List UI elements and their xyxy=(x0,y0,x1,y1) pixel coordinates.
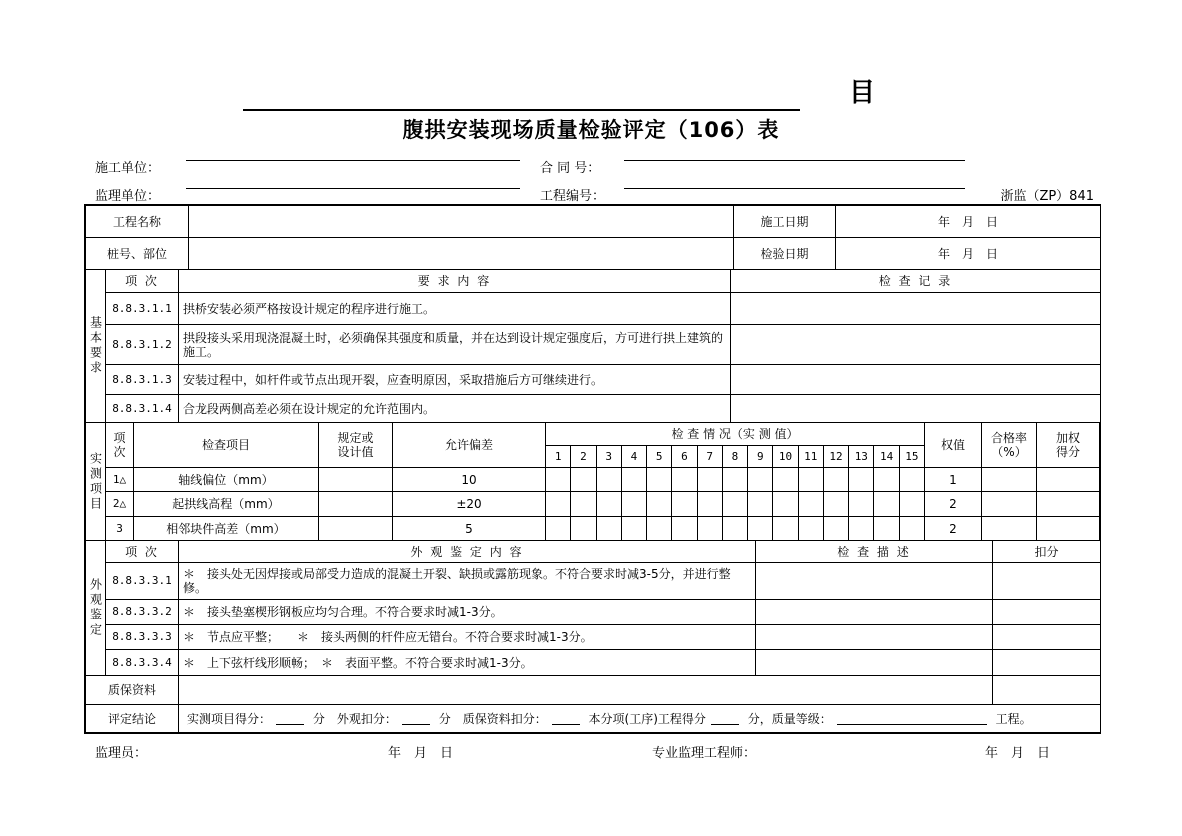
basic-item-no: 8.8.3.1.2 xyxy=(106,325,179,365)
conclusion-seg1: 实测项目得分： xyxy=(187,711,272,726)
measure-value-cell[interactable] xyxy=(722,517,747,541)
basic-item-content: 拱桥安装必须严格按设计规定的程序进行施工。 xyxy=(179,293,731,325)
appearance-row-content: ＊ 接头垫塞楔形钢板应均匀合理。不符合要求时减1-3分。 xyxy=(179,600,756,625)
measure-value-cell[interactable] xyxy=(823,468,848,492)
score-blank[interactable] xyxy=(711,713,739,725)
measured-row-no: 1△ xyxy=(106,468,134,492)
measure-value-cell[interactable] xyxy=(899,492,924,517)
measure-col-header: 5 xyxy=(647,446,672,468)
chief-engineer-label: 专业监理工程师： xyxy=(652,746,757,761)
score-blank[interactable] xyxy=(552,713,580,725)
conclusion-seg3: 分 质保资料扣分： xyxy=(438,711,547,726)
appearance-desc-cell[interactable] xyxy=(756,625,993,650)
measure-value-cell[interactable] xyxy=(596,492,621,517)
measured-tolerance-value: 5 xyxy=(393,517,546,541)
measure-value-cell[interactable] xyxy=(874,468,899,492)
measure-value-cell[interactable] xyxy=(874,492,899,517)
conclusion-label: 评定结论 xyxy=(86,705,179,733)
basic-record-cell[interactable] xyxy=(731,293,1101,325)
title-fill-line xyxy=(243,109,800,111)
measure-value-cell[interactable] xyxy=(672,492,697,517)
measure-value-cell[interactable] xyxy=(773,492,798,517)
measure-col-header: 9 xyxy=(748,446,773,468)
measure-value-cell[interactable] xyxy=(798,492,823,517)
measure-col-header: 7 xyxy=(697,446,722,468)
table-row xyxy=(86,563,1101,600)
station-label: 桩号、部位 xyxy=(86,238,189,270)
measure-value-cell[interactable] xyxy=(697,517,722,541)
appearance-deduct-cell[interactable] xyxy=(993,563,1101,600)
table-row xyxy=(86,517,1100,541)
measured-weight-header: 权值 xyxy=(925,423,982,468)
measure-value-cell[interactable] xyxy=(571,517,596,541)
table-row xyxy=(86,650,1101,676)
constructor-input-line[interactable] xyxy=(186,145,520,161)
measure-value-cell[interactable] xyxy=(849,468,874,492)
measure-value-cell[interactable] xyxy=(621,492,646,517)
project-no-input-line[interactable] xyxy=(624,173,965,189)
basic-record-cell[interactable] xyxy=(731,395,1101,423)
inspection-date-value[interactable]: 年 月 日 xyxy=(836,238,1101,270)
measure-col-header: 13 xyxy=(849,446,874,468)
measured-spec-header: 规定或设计值 xyxy=(319,423,393,468)
measured-row-item: 轴线偏位（mm） xyxy=(134,468,319,492)
conclusion-seg2: 分 外观扣分： xyxy=(312,711,397,726)
measured-row-no: 2△ xyxy=(106,492,134,517)
main-form-table xyxy=(84,204,1101,734)
score-blank[interactable] xyxy=(276,713,304,725)
measured-tolerance-header: 允许偏差 xyxy=(393,423,546,468)
measure-value-cell[interactable] xyxy=(798,517,823,541)
measured-pass-rate-header: 合格率（%） xyxy=(982,423,1037,468)
measure-value-cell[interactable] xyxy=(546,468,571,492)
inspection-date-label: 检验日期 xyxy=(734,238,836,270)
appearance-deduct-cell[interactable] xyxy=(993,600,1101,625)
supervisor-unit-input-line[interactable] xyxy=(186,173,520,189)
measure-value-cell[interactable] xyxy=(748,492,773,517)
construction-date-label: 施工日期 xyxy=(734,206,836,238)
supervisor-unit-label: 监理单位： xyxy=(95,189,161,204)
table-row xyxy=(86,325,1101,365)
basic-item-content: 合龙段两侧高差必须在设计规定的允许范围内。 xyxy=(179,395,731,423)
measure-col-header: 8 xyxy=(722,446,747,468)
appearance-item-header: 项 次 xyxy=(106,541,179,563)
measure-col-header: 4 xyxy=(621,446,646,468)
basic-item-no: 8.8.3.1.3 xyxy=(106,365,179,395)
qa-label: 质保资料 xyxy=(86,676,179,705)
conclusion-seg5: 分，质量等级： xyxy=(747,711,832,726)
page-title: 腹拱安装现场质量检验评定（106）表 xyxy=(402,118,780,142)
basic-section-label: 基本要求 xyxy=(86,270,106,423)
basic-item-content: 安装过程中，如杆件或节点出现开裂，应查明原因，采取措施后方可继续进行。 xyxy=(179,365,731,395)
appearance-content-header: 外 观 鉴 定 内 容 xyxy=(179,541,756,563)
constructor-label: 施工单位： xyxy=(95,161,161,176)
measure-value-cell[interactable] xyxy=(849,492,874,517)
measure-col-header: 11 xyxy=(798,446,823,468)
grade-blank[interactable] xyxy=(837,713,987,725)
measure-col-header: 10 xyxy=(773,446,798,468)
project-name-label: 工程名称 xyxy=(86,206,189,238)
measure-value-cell[interactable] xyxy=(672,468,697,492)
basic-item-content: 拱段接头采用现浇混凝土时，必须确保其强度和质量，并在达到设计规定强度后，方可进行拱上建筑的施工。 xyxy=(179,325,731,365)
basic-requirements-table xyxy=(85,269,1101,423)
measure-value-cell[interactable] xyxy=(546,492,571,517)
measured-tolerance-value: 10 xyxy=(393,468,546,492)
measure-value-cell[interactable] xyxy=(748,517,773,541)
conclusion-seg4: 本分项(工序)工程得分 xyxy=(588,711,706,726)
summary-table xyxy=(85,675,1101,733)
station-value-cell[interactable] xyxy=(189,238,734,270)
appearance-deduct-header: 扣分 xyxy=(993,541,1101,563)
appearance-deduct-cell[interactable] xyxy=(993,625,1101,650)
basic-item-no: 8.8.3.1.4 xyxy=(106,395,179,423)
measure-col-header: 3 xyxy=(596,446,621,468)
measure-value-cell[interactable] xyxy=(571,468,596,492)
appearance-row-no: 8.8.3.3.3 xyxy=(106,625,179,650)
measure-value-cell[interactable] xyxy=(899,517,924,541)
score-blank[interactable] xyxy=(402,713,430,725)
appearance-desc-cell[interactable] xyxy=(756,600,993,625)
measured-score-cell[interactable] xyxy=(1037,517,1100,541)
measured-section-label: 实测项目 xyxy=(86,423,106,541)
appearance-desc-header: 检 查 描 述 xyxy=(756,541,993,563)
page-corner-char: 目 xyxy=(849,78,876,108)
measure-value-cell[interactable] xyxy=(773,517,798,541)
measure-col-header: 14 xyxy=(874,446,899,468)
measured-row-item: 起拱线高程（mm） xyxy=(134,492,319,517)
qa-deduct-cell[interactable] xyxy=(993,676,1101,705)
site-supervisor-label: 监理员： xyxy=(95,746,148,761)
table-row xyxy=(86,492,1100,517)
measure-value-cell[interactable] xyxy=(596,517,621,541)
measure-value-cell[interactable] xyxy=(722,468,747,492)
basic-record-header: 检 查 记 录 xyxy=(731,270,1101,293)
measured-pass-rate-cell[interactable] xyxy=(982,517,1037,541)
measure-value-cell[interactable] xyxy=(672,517,697,541)
appearance-deduct-cell[interactable] xyxy=(993,650,1101,676)
measure-value-cell[interactable] xyxy=(874,517,899,541)
measure-col-header: 2 xyxy=(571,446,596,468)
project-no-label: 工程编号： xyxy=(540,189,606,204)
measure-value-cell[interactable] xyxy=(621,517,646,541)
measured-situation-header: 检 查 情 况（实 测 值） xyxy=(546,423,925,446)
form-code: 浙监（ZP）841 xyxy=(1000,189,1094,204)
measured-weight-value: 1 xyxy=(925,468,982,492)
measured-spec-cell[interactable] xyxy=(319,517,393,541)
appearance-section-label: 外观鉴定 xyxy=(86,541,106,676)
measure-value-cell[interactable] xyxy=(697,468,722,492)
contract-no-label: 合 同 号： xyxy=(540,161,601,176)
measure-value-cell[interactable] xyxy=(596,468,621,492)
basic-content-header: 要 求 内 容 xyxy=(179,270,731,293)
table-row xyxy=(86,600,1101,625)
footer-date-right: 年 月 日 xyxy=(985,746,1051,761)
appearance-row-content: ＊ 上下弦杆线形顺畅； ＊ 表面平整。不符合要求时减1-3分。 xyxy=(179,650,756,676)
measured-weighted-header: 加权得分 xyxy=(1037,423,1100,468)
measured-items-table xyxy=(85,422,1100,541)
measure-value-cell[interactable] xyxy=(571,492,596,517)
measure-col-header: 6 xyxy=(672,446,697,468)
footer-date-left: 年 月 日 xyxy=(388,746,454,761)
measure-value-cell[interactable] xyxy=(697,492,722,517)
basic-record-cell[interactable] xyxy=(731,365,1101,395)
measure-value-cell[interactable] xyxy=(621,468,646,492)
measured-tolerance-value: ±20 xyxy=(393,492,546,517)
contract-no-input-line[interactable] xyxy=(624,145,965,161)
appearance-row-no: 8.8.3.3.2 xyxy=(106,600,179,625)
measure-value-cell[interactable] xyxy=(823,517,848,541)
appearance-row-content: ＊ 节点应平整； ＊ 接头两侧的杆件应无错台。不符合要求时减1-3分。 xyxy=(179,625,756,650)
measure-value-cell[interactable] xyxy=(647,468,672,492)
appearance-row-no: 8.8.3.3.1 xyxy=(106,563,179,600)
measure-value-cell[interactable] xyxy=(823,492,848,517)
measured-spec-cell[interactable] xyxy=(319,468,393,492)
measure-value-cell[interactable] xyxy=(773,468,798,492)
table-row xyxy=(86,625,1101,650)
measure-col-header: 1 xyxy=(546,446,571,468)
basic-record-cell[interactable] xyxy=(731,325,1101,365)
measure-value-cell[interactable] xyxy=(722,492,747,517)
appearance-desc-cell[interactable] xyxy=(756,650,993,676)
info-table xyxy=(85,205,1101,270)
table-row xyxy=(86,365,1101,395)
basic-item-header: 项 次 xyxy=(106,270,179,293)
measured-weight-value: 2 xyxy=(925,517,982,541)
table-row xyxy=(86,468,1100,492)
measure-value-cell[interactable] xyxy=(798,468,823,492)
conclusion-content xyxy=(179,705,1101,733)
measure-value-cell[interactable] xyxy=(748,468,773,492)
measured-spec-cell[interactable] xyxy=(319,492,393,517)
appearance-table xyxy=(85,540,1101,676)
measure-col-header: 15 xyxy=(899,446,924,468)
measured-pass-rate-cell[interactable] xyxy=(982,468,1037,492)
appearance-row-content: ＊ 接头处无因焊接或局部受力造成的混凝土开裂、缺损或露筋现象。不符合要求时减3-5分，并进行整修。 xyxy=(179,563,756,600)
project-name-value-cell[interactable] xyxy=(189,206,734,238)
measure-value-cell[interactable] xyxy=(647,517,672,541)
measure-value-cell[interactable] xyxy=(546,517,571,541)
measure-value-cell[interactable] xyxy=(849,517,874,541)
measured-weight-value: 2 xyxy=(925,492,982,517)
measure-value-cell[interactable] xyxy=(899,468,924,492)
measured-row-item: 相邻块件高差（mm） xyxy=(134,517,319,541)
table-row xyxy=(86,395,1101,423)
appearance-row-no: 8.8.3.3.4 xyxy=(106,650,179,676)
measured-item-header: 项次 xyxy=(106,423,134,468)
measured-score-cell[interactable] xyxy=(1037,468,1100,492)
measured-check-item-header: 检查项目 xyxy=(134,423,319,468)
measured-row-no: 3 xyxy=(106,517,134,541)
appearance-desc-cell[interactable] xyxy=(756,563,993,600)
table-row xyxy=(86,293,1101,325)
measured-score-cell[interactable] xyxy=(1037,492,1100,517)
measure-col-header: 12 xyxy=(823,446,848,468)
qa-content-cell[interactable] xyxy=(179,676,993,705)
construction-date-value[interactable]: 年 月 日 xyxy=(836,206,1101,238)
basic-item-no: 8.8.3.1.1 xyxy=(106,293,179,325)
measured-pass-rate-cell[interactable] xyxy=(982,492,1037,517)
measure-value-cell[interactable] xyxy=(647,492,672,517)
conclusion-seg6: 工程。 xyxy=(995,711,1032,726)
